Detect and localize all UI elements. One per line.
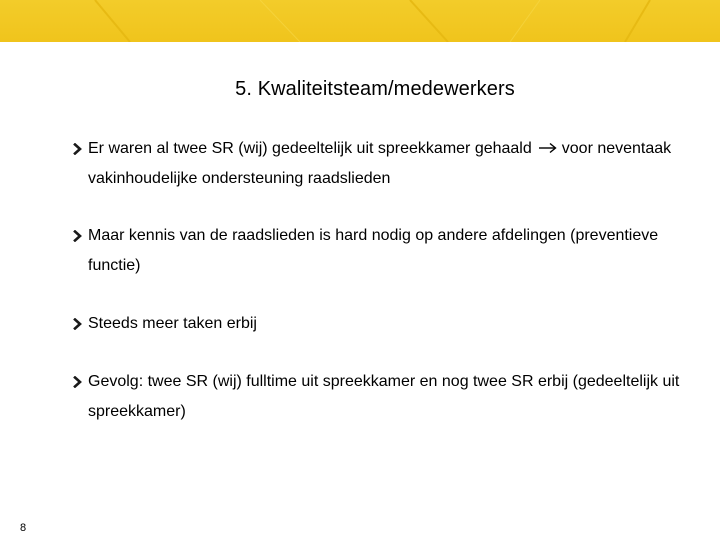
bullet-item [72, 309, 682, 339]
header-stripes-decoration [0, 0, 720, 42]
chevron-right-icon [73, 376, 83, 388]
bullet-text: Maar kennis van de raadslieden is hard nodig op andere afdelingen (preventieve functie) [88, 227, 659, 274]
bullet-item [72, 134, 682, 194]
bullet-item [72, 367, 682, 427]
bullet-item [72, 221, 682, 281]
page-number: 8 [20, 522, 27, 534]
bullet-text: Er waren al twee SR (wij) gedeeltelijk uit spreekkamer gehaald [88, 140, 532, 157]
header-band [0, 0, 720, 42]
chevron-right-icon [73, 230, 83, 242]
bullet-list [72, 134, 682, 427]
chevron-right-icon [73, 143, 83, 155]
slide-title: 5. Kwaliteitsteam/medewerkers [235, 78, 515, 100]
arrow-right-icon [538, 142, 558, 154]
bullet-text: Steeds meer taken erbij [88, 315, 257, 332]
bullet-text: voor neventaak vakinhoudelijke ondersteuning raadslieden [88, 140, 672, 187]
bullet-text: Gevolg: twee SR (wij) fulltime uit spreekkamer en nog twee SR erbij (gedeeltelijk uit spreekkamer) [88, 373, 680, 420]
chevron-right-icon [73, 318, 83, 330]
